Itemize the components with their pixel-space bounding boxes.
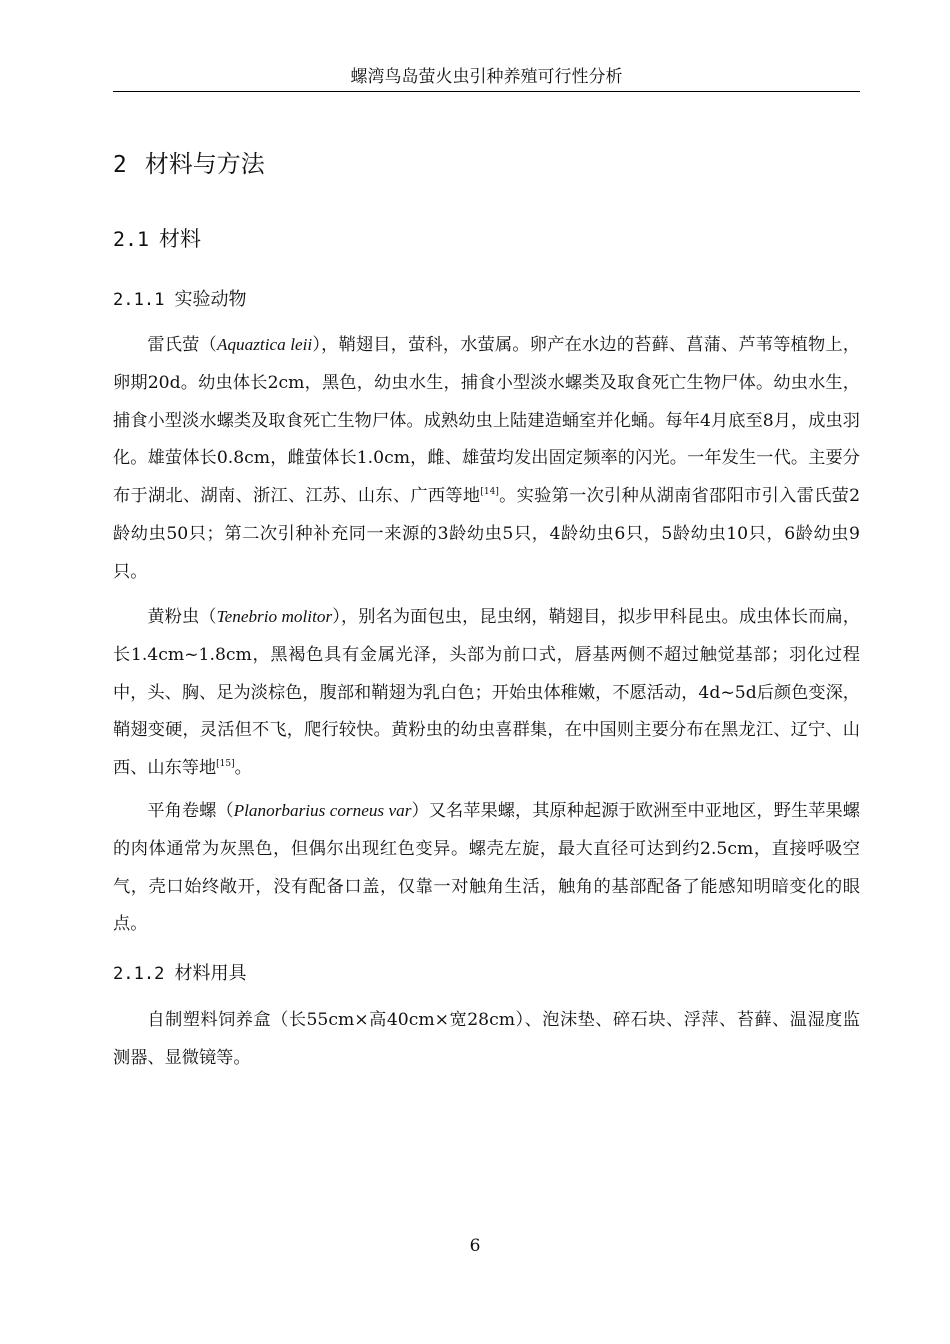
paragraph-materials: 自制塑料饲养盒（长55cm×高40cm×宽28cm）、泡沫垫、碎石块、浮萍、苔藓、温湿度监测器、显微镜等。 xyxy=(113,1010,860,1068)
text: 平角卷螺（ xyxy=(147,801,234,821)
section-heading-2 xyxy=(113,148,265,181)
subsubsection-number: 2.1.2 xyxy=(113,964,165,984)
subsubsection-heading-2-1-1 xyxy=(113,287,246,313)
text: ）又名苹果螺，其原种起源于欧洲至中亚地区，野生苹果螺的肉体通常为灰黑色，但偶尔出现红色变异。螺壳左旋，最大直径可达到约2.5cm，直接呼吸空气，壳口始终敞开，没有配备口盖，仅靠一对触角生活，触角的基部配备了能感知明暗变化的眼点。 xyxy=(113,801,860,935)
citation-ref: [14] xyxy=(480,487,499,498)
subsection-number: 2.1 xyxy=(113,227,150,251)
header-rule xyxy=(113,91,860,92)
species-name: Tenebrio molitor xyxy=(216,607,333,626)
paragraph-aquaztica xyxy=(113,326,860,592)
species-name: Aquaztica leii xyxy=(216,335,313,354)
section-number: 2 xyxy=(113,152,127,178)
text: ），鞘翅目，萤科，水萤属。卵产在水边的苔藓、菖蒲、芦苇等植物上，卵期20d。幼虫体长2cm，黑色，幼虫水生，捕食小型淡水螺类及取食死亡生物尸体。幼虫水生，捕食小型淡水螺类及取食死亡生物尸体。成熟幼虫上陆建造蛹室并化蛹。每年4月底至8月，成虫羽化。雄萤体长0.8cm，雌萤体长1.0cm，雌、雄萤均发出固定频率的闪光。一年发生一代。主要分布于湖北、湖南、浙江、江苏、山东、广西等地 xyxy=(113,335,860,507)
paragraph-planorbarius xyxy=(113,792,860,944)
subsection-heading-2-1 xyxy=(113,225,201,253)
subsubsection-title: 材料用具 xyxy=(174,963,247,984)
text: 。实验第一次引种从湖南省邵阳市引入雷氏萤2龄幼虫50只；第二次引种补充同一来源的3龄幼虫5只，4龄幼虫6只，5龄幼虫10只，6龄幼虫9只。 xyxy=(113,486,860,582)
subsubsection-heading-2-1-2 xyxy=(113,961,246,987)
paragraph-tenebrio xyxy=(113,598,860,788)
page-number: 6 xyxy=(469,1236,481,1256)
text: 雷氏萤（ xyxy=(147,335,217,355)
text: 黄粉虫（ xyxy=(147,607,217,627)
subsubsection-title: 实验动物 xyxy=(174,289,247,310)
species-name: Planorbarius corneus var xyxy=(233,801,412,820)
citation-ref: [15] xyxy=(216,759,235,770)
section-title: 材料与方法 xyxy=(144,150,265,178)
running-header: 螺湾鸟岛萤火虫引种养殖可行性分析 xyxy=(350,67,623,87)
subsection-title: 材料 xyxy=(159,227,202,251)
subsubsection-number: 2.1.1 xyxy=(113,290,165,310)
text: 。 xyxy=(234,758,252,779)
text: ），别名为面包虫，昆虫纲，鞘翅目，拟步甲科昆虫。成虫体长而扁，长1.4cm~1.8cm，黑褐色具有金属光泽，头部为前口式，唇基两侧不超过触觉基部；羽化过程中，头、胸、足为淡棕色，腹部和鞘翅为乳白色；开始虫体稚嫩，不愿活动，4d~5d后颜色变深，鞘翅变硬，灵活但不飞，爬行较快。黄粉虫的幼虫喜群集，在中国则主要分布在黑龙江、辽宁、山西、山东等地 xyxy=(113,607,860,779)
